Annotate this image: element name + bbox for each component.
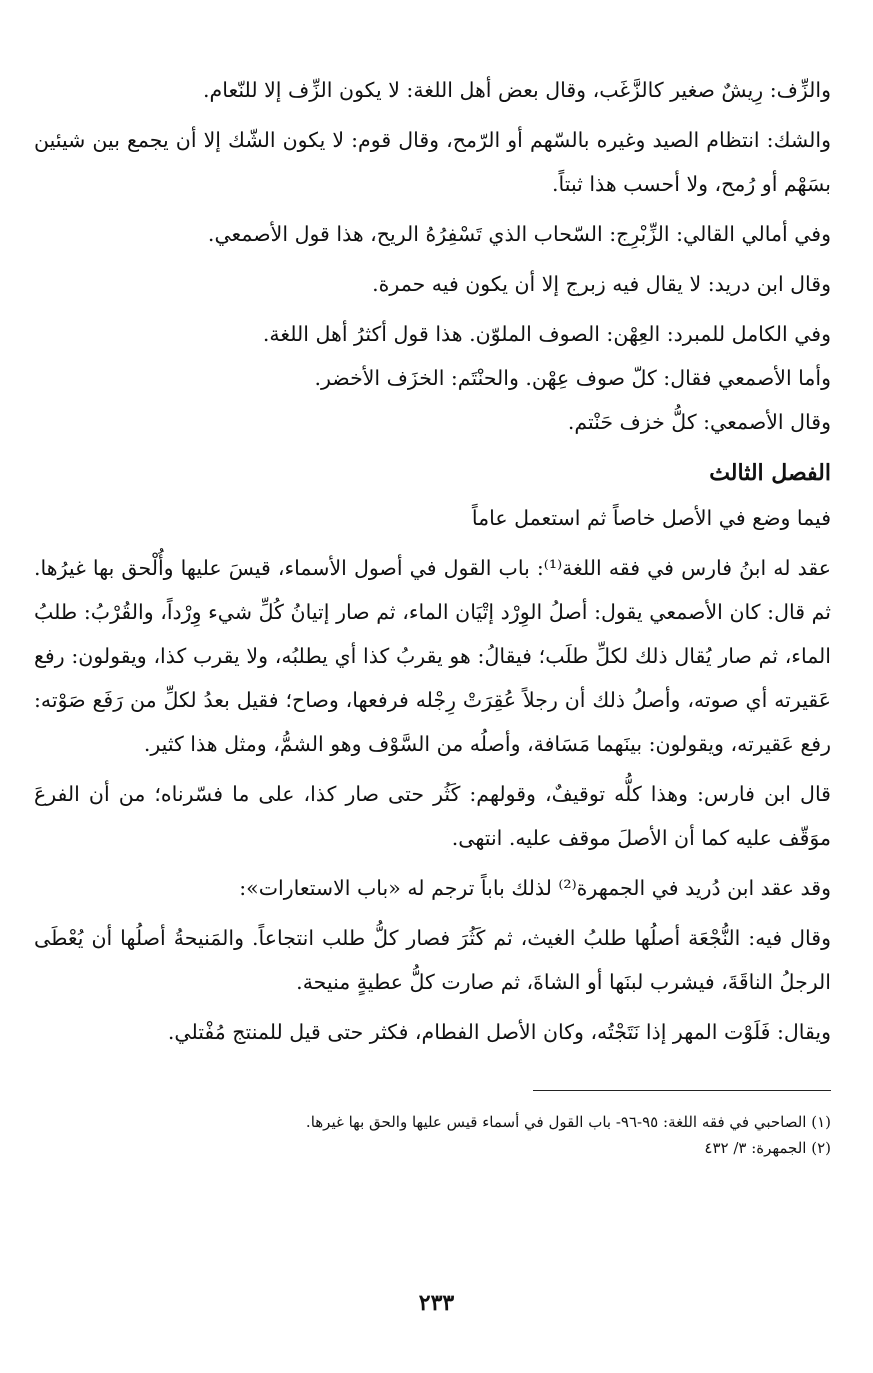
paragraph-zif: والزِّف: رِيشٌ صغير كالزَّغَب، وقال بعض أهل اللغة: لا يكون الزِّف إلا للنّعام. (203, 78, 831, 102)
paragraph-hantam: وقال الأصمعي: كلُّ خزف حَنْتم. (567, 410, 831, 434)
paragraph-shakk: والشك: انتظام الصيد وغيره بالسّهم أو الرّمح، وقال قوم: لا يكون الشّك إلا أن يجمع بين شيئين بسَهْم أو رُمح، ولا أحسب هذا ثبتاً. (34, 128, 831, 196)
body-text (34, 68, 831, 1054)
paragraph-zibrij: وفي أمالي القالي: الزِّبْرِج: السّحاب الذي تَسْفِرُهُ الريح، هذا قول الأصمعي. (207, 222, 831, 246)
paragraph-tawqif: قال ابن فارس: وهذا كلُّه توقيفٌ، وقولهم: كَثُر حتى صار كذا، على ما فسّرناه؛ من أن الفرعَ موَقّف عليه كما أن الأصلَ موقف عليه. انتهى. (34, 782, 831, 850)
chapter-subheading: فيما وضع في الأصل خاصاً ثم استعمل عاماً (471, 506, 831, 530)
footnote-1: (١) الصاحبي في فقه اللغة: ٩٥-٩٦- باب القول في أسماء قيس عليها والحق بها غيرها. (305, 1113, 831, 1131)
paragraph-nujah: وقال فيه: النُّجْعَة أصلُها طلبُ الغيث، ثم كَثُرَ فصار كلُّ طلب انتجاعاً. والمَنيحةُ أصلُها أن يُعْطَى الرجلُ الناقَةَ، فيشرب لبنَها أو الشاةَ، ثم صارت كلُّ عطيةٍ منيحة. (34, 926, 831, 994)
paragraph-asmai-ihn: وأما الأصمعي فقال: كلّ صوف عِهْن. والحنْتَم: الخزَف الأخضر. (314, 366, 831, 390)
footnote-2: (٢) الجمهرة: ٣/ ٤٣٢ (704, 1139, 831, 1157)
footnotes (34, 1109, 831, 1161)
page-number: ٢٣٣ (418, 1290, 455, 1316)
footnote-separator (533, 1090, 831, 1091)
paragraph-ihn: وفي الكامل للمبرد: العِهْن: الصوف الملوّن. هذا قول أكثرُ أهل اللغة. (262, 322, 831, 346)
paragraph-ibn-durayd-zibrij: وقال ابن دريد: لا يقال فيه زبرج إلا أن يكون فيه حمرة. (372, 272, 831, 296)
chapter-heading: الفصل الثالث (709, 460, 831, 486)
paragraph-jamhara: وقد عقد ابن دُريد في الجمهرة⁽²⁾ لذلك باباً ترجم له «باب الاستعارات»: (239, 876, 831, 900)
paragraph-ibn-faris: عقد له ابنُ فارس في فقه اللغة⁽¹⁾: باب القول في أصول الأسماء، قيسَ عليها وأُلْحق بها غيرُها. ثم قال: كان الأصمعي يقول: أصلُ الوِرْد إتْيَان الماء، ثم صار إتيانُ كُلِّ شيء وِرْداً، والقُرْبُ: طلبُ الماء، ثم صار يُقال ذلك لكلِّ طلَب؛ فيقالُ: هو يقربُ كذا أي يطلبُه، ولا يقرب كذا، ويقولون: رفع عَقيرته أي صوته، وأصلُ ذلك أن رجلاً عُقِرَتْ رِجْله فرفعها، وصاح؛ فقيل بعدُ لكلِّ من رَفَع صَوْته: رفع عَقيرته، ويقولون: بينَهما مَسَافة، وأصلُه من السَّوْف وهو الشمُّ، ومثل هذا كثير. (34, 556, 831, 756)
paragraph-falawt: ويقال: فَلَوْت المهر إذا نَتَجْتُه، وكان الأصل الفطام، فكثر حتى قيل للمنتج مُفْتلي. (167, 1020, 831, 1044)
